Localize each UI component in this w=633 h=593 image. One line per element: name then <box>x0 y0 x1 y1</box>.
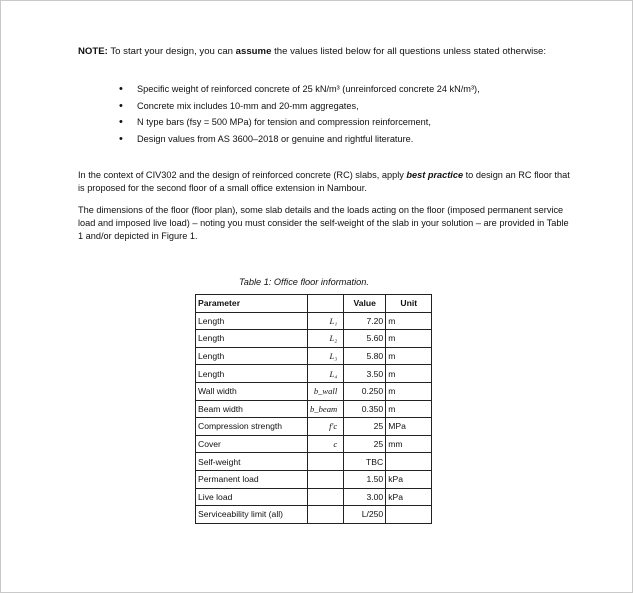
context-text-b: to design an RC floor that is proposed for the second floor of a small office extension in Nambour. <box>78 170 570 193</box>
cell-value: 3.50 <box>344 365 386 383</box>
cell-value: 3.00 <box>344 488 386 506</box>
cell-unit: m <box>386 382 432 400</box>
cell-parameter: Self-weight <box>196 453 308 471</box>
note-text-a: To start your design, you can <box>107 46 236 57</box>
cell-symbol: b_wall <box>308 382 344 400</box>
table-row <box>196 382 432 400</box>
cell-parameter: Length <box>196 365 308 383</box>
cell-parameter: Cover <box>196 435 308 453</box>
table-row <box>196 330 432 348</box>
table-caption: Table 1: Office floor information. <box>239 277 369 287</box>
cell-value: 0.250 <box>344 382 386 400</box>
cell-value: 7.20 <box>344 312 386 330</box>
table-row <box>196 435 432 453</box>
table-row <box>196 506 432 524</box>
header-symbol <box>308 295 344 313</box>
list-item: • Concrete mix includes 10-mm and 20-mm aggregates, <box>119 100 480 117</box>
cell-unit: mm <box>386 435 432 453</box>
cell-unit: m <box>386 365 432 383</box>
best-practice-emphasis: best practice <box>406 170 464 180</box>
assumptions-list <box>119 83 480 149</box>
table-row <box>196 400 432 418</box>
table-row <box>196 312 432 330</box>
cell-parameter: Wall width <box>196 382 308 400</box>
cell-value: 5.60 <box>344 330 386 348</box>
dimensions-paragraph: The dimensions of the floor (floor plan), some slab details and the loads acting on the floor (imposed permanent service load and imposed live load) – noting you must consider the self-weight of the slab in your solution – are provided in Table 1 and/or depicted in Figure 1. <box>78 205 569 241</box>
table-row <box>196 365 432 383</box>
cell-value: 25 <box>344 418 386 436</box>
table-row <box>196 347 432 365</box>
cell-symbol: b_beam <box>308 400 344 418</box>
list-item: • N type bars (fsy = 500 MPa) for tension and compression reinforcement, <box>119 116 480 133</box>
cell-value: 5.80 <box>344 347 386 365</box>
note-text-b: the values listed below for all questions unless stated otherwise: <box>271 46 547 57</box>
note-assume: assume <box>235 46 272 57</box>
header-parameter: Parameter <box>196 295 308 313</box>
table-row <box>196 488 432 506</box>
cell-unit: m <box>386 400 432 418</box>
list-item: • Design values from AS 3600–2018 or genuine and rightful literature. <box>119 133 480 150</box>
header-value: Value <box>344 295 386 313</box>
cell-unit: kPa <box>386 470 432 488</box>
note-label: NOTE: <box>78 46 108 57</box>
table-row <box>196 470 432 488</box>
cell-parameter: Compression strength <box>196 418 308 436</box>
cell-value: 1.50 <box>344 470 386 488</box>
cell-symbol <box>308 488 344 506</box>
cell-symbol <box>308 470 344 488</box>
table-header-row <box>196 295 432 313</box>
context-paragraph <box>78 169 570 195</box>
cell-unit: m <box>386 312 432 330</box>
cell-parameter: Length <box>196 347 308 365</box>
cell-parameter: Length <box>196 312 308 330</box>
cell-symbol <box>308 453 344 471</box>
cell-parameter: Length <box>196 330 308 348</box>
list-item: • Specific weight of reinforced concrete of 25 kN/m³ (unreinforced concrete 24 kN/m³), <box>119 83 480 100</box>
cell-symbol: L₂ <box>308 330 344 348</box>
cell-unit: kPa <box>386 488 432 506</box>
cell-parameter: Live load <box>196 488 308 506</box>
office-floor-table <box>195 294 432 524</box>
cell-parameter: Beam width <box>196 400 308 418</box>
cell-symbol: f'c <box>308 418 344 436</box>
cell-symbol <box>308 506 344 524</box>
cell-unit: m <box>386 347 432 365</box>
cell-value: 0.350 <box>344 400 386 418</box>
cell-parameter: Permanent load <box>196 470 308 488</box>
cell-symbol: c <box>308 435 344 453</box>
cell-symbol: L₁ <box>308 312 344 330</box>
cell-value: 25 <box>344 435 386 453</box>
header-unit: Unit <box>386 295 432 313</box>
cell-unit <box>386 453 432 471</box>
context-text-a: In the context of CIV302 and the design of reinforced concrete (RC) slabs, apply <box>78 170 407 180</box>
table-row <box>196 453 432 471</box>
cell-value: L/250 <box>344 506 386 524</box>
cell-parameter: Serviceability limit (all) <box>196 506 308 524</box>
cell-unit: MPa <box>386 418 432 436</box>
cell-unit: m <box>386 330 432 348</box>
cell-value: TBC <box>344 453 386 471</box>
cell-symbol: L₃ <box>308 347 344 365</box>
cell-symbol: L₄ <box>308 365 344 383</box>
cell-unit <box>386 506 432 524</box>
table-row <box>196 418 432 436</box>
note-paragraph <box>78 45 568 58</box>
